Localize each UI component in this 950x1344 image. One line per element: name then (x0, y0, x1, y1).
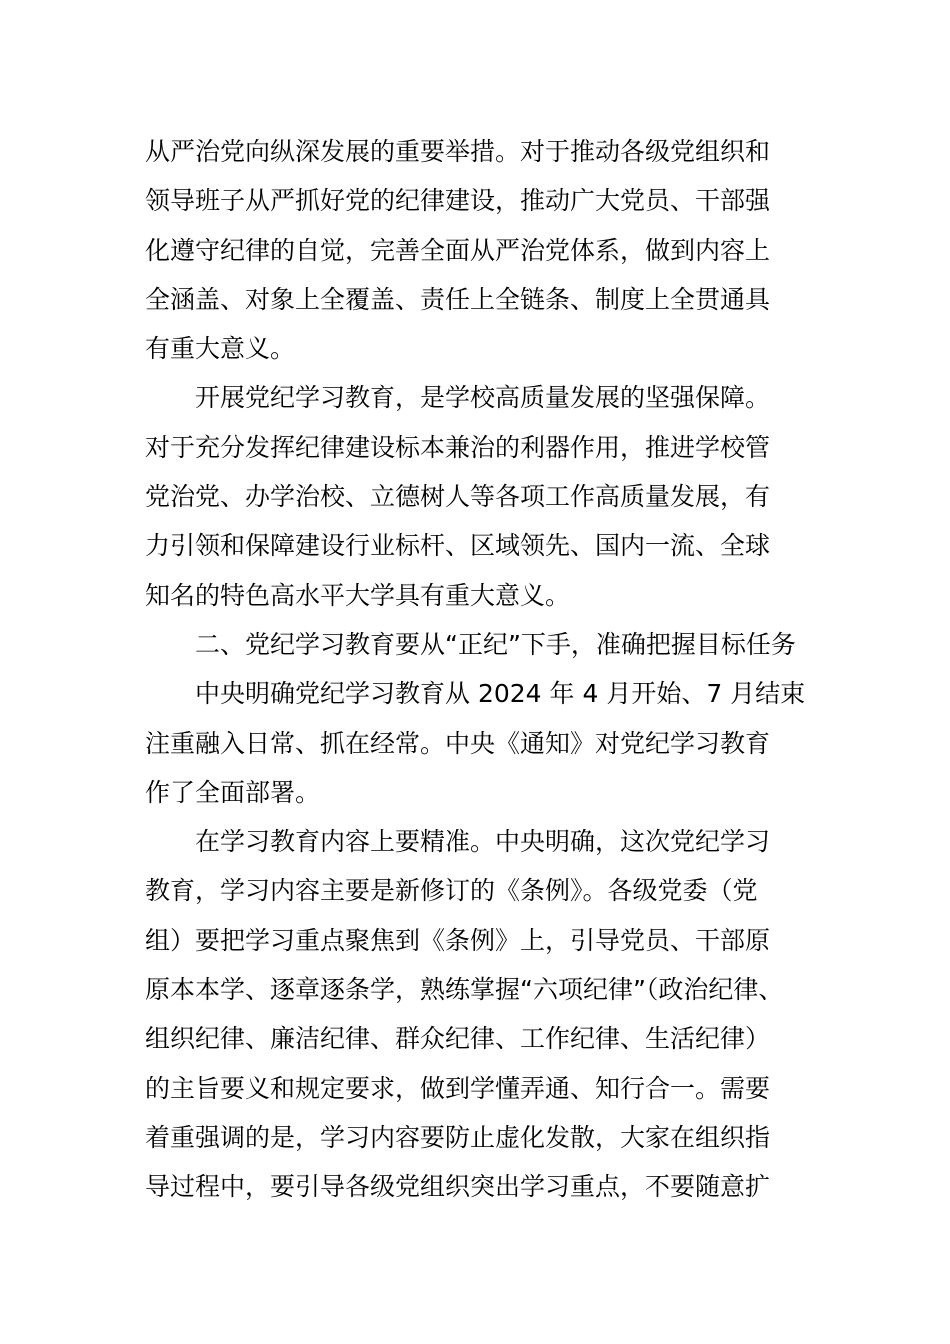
paragraph-start-line: 在学习教育内容上要精准。中央明确，这次党纪学习 (195, 827, 771, 857)
text-line: 有重大意义。 (145, 334, 296, 364)
paragraph-start-line: 开展党纪学习教育，是学校高质量发展的坚强保障。 (195, 383, 771, 413)
text-line: 组）要把学习重点聚焦到《条例》上，引导党员、干部原 (145, 925, 771, 955)
text-line: 对于充分发挥纪律建设标本兼治的利器作用，推进学校管 (145, 432, 771, 462)
section-heading: 二、党纪学习教育要从“正纪”下手，准确把握目标任务 (195, 629, 796, 659)
document-body (145, 127, 810, 1212)
text-line: 导过程中，要引导各级党组织突出学习重点，不要随意扩 (145, 1172, 771, 1202)
text-line: 党治党、办学治校、立德树人等各项工作高质量发展，有 (145, 482, 771, 512)
text-line: 着重强调的是，学习内容要防止虚化发散，大家在组织指 (145, 1122, 771, 1152)
text-line: 领导班子从严抓好党的纪律建设，推动广大党员、干部强 (145, 186, 771, 216)
text-line: 教育，学习内容主要是新修订的《条例》。各级党委（党 (145, 876, 758, 906)
text-line: 知名的特色高水平大学具有重大意义。 (145, 580, 571, 610)
text-line: 作了全面部署。 (145, 777, 321, 807)
text-line: 注重融入日常、抓在经常。中央《通知》对党纪学习教育 (145, 728, 771, 758)
paragraph-start-line: 中央明确党纪学习教育从 2024 年 4 月开始、7 月结束 (195, 679, 806, 709)
text-line: 原本本学、逐章逐条学，熟练掌握“六项纪律”（政治纪律、 (145, 975, 784, 1005)
text-line: 化遵守纪律的自觉，完善全面从严治党体系，做到内容上 (145, 235, 771, 265)
text-line: 的主旨要义和规定要求，做到学懂弄通、知行合一。需要 (145, 1073, 771, 1103)
text-line: 力引领和保障建设行业标杆、区域领先、国内一流、全球 (145, 531, 771, 561)
text-line: 组织纪律、廉洁纪律、群众纪律、工作纪律、生活纪律） (145, 1024, 771, 1054)
text-line: 从严治党向纵深发展的重要举措。对于推动各级党组织和 (145, 137, 771, 166)
text-line: 全涵盖、对象上全覆盖、责任上全链条、制度上全贯通具 (145, 284, 771, 314)
